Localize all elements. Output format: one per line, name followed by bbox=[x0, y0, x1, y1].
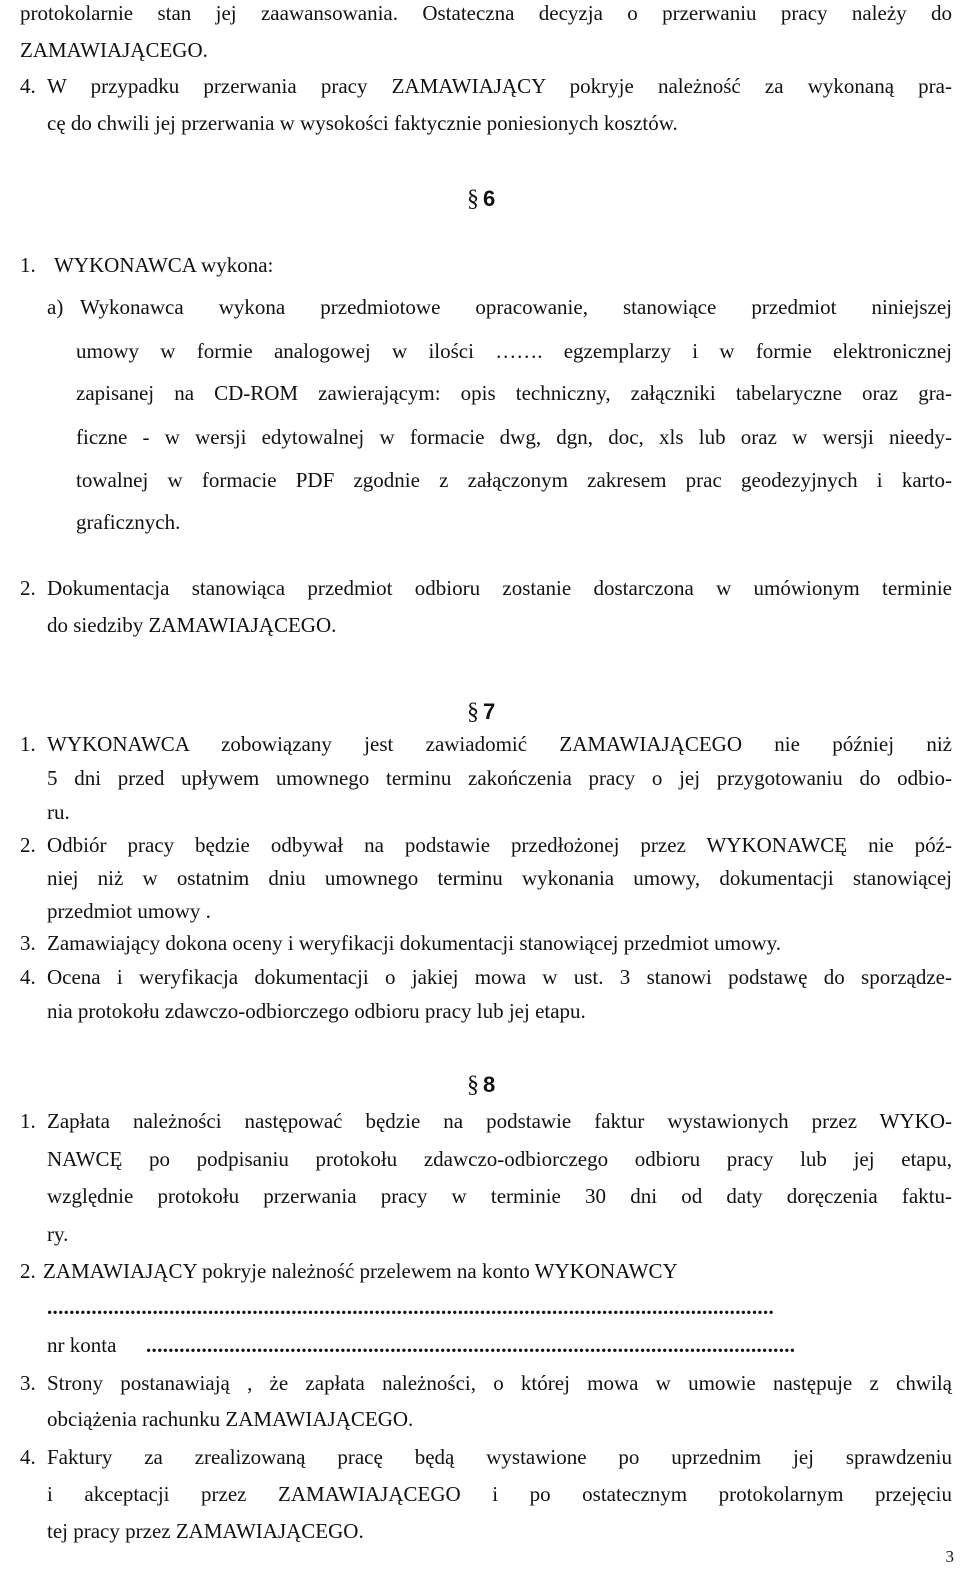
s8-item-3-line-1: Strony postanawiają , że zapłata należności, o której mowa w umowie następuje z chwilą bbox=[47, 1371, 952, 1395]
s8-item-4-line-1: Faktury za zrealizowaną pracę będą wystawione po uprzednim jej sprawdzeniu bbox=[47, 1445, 952, 1469]
section-8-heading bbox=[467, 1072, 495, 1098]
s8-item-1-number: 1. bbox=[20, 1109, 36, 1133]
section-6-number: 6 bbox=[483, 186, 496, 211]
intro-item-4-line-1: W przypadku przerwania pracy ZAMAWIAJĄCY pokryje należność za wykonaną pra- bbox=[47, 74, 952, 98]
s7-item-2-line-2: niej niż w ostatnim dniu umownego terminu wykonania umowy, dokumentacji stanowiącej bbox=[47, 866, 952, 890]
s6-item-2-number: 2. bbox=[20, 576, 36, 600]
s6-item-2-line-2: do siedziby ZAMAWIAJĄCEGO. bbox=[47, 613, 337, 637]
section-6-symbol: § bbox=[467, 186, 479, 212]
s7-item-4-line-2: nia protokołu zdawczo-odbiorczego odbioru pracy lub jej etapu. bbox=[47, 999, 586, 1023]
section-7-number: 7 bbox=[483, 699, 496, 724]
section-8-number: 8 bbox=[483, 1072, 496, 1097]
s6-item-a-line-2: umowy w formie analogowej w ilości ……. egzemplarzy i w formie elektronicznej bbox=[76, 339, 952, 363]
s8-item-3-number: 3. bbox=[20, 1371, 36, 1395]
s8-account-number-dots: ..................................................................................................................... bbox=[146, 1333, 796, 1357]
s8-item-1-line-4: ry. bbox=[47, 1222, 69, 1246]
s6-item-a-line-5: towalnej w formacie PDF zgodnie z załączonym zakresem prac geodezyjnych i karto- bbox=[76, 468, 952, 492]
s8-item-1-line-2: NAWCĘ po podpisaniu protokołu zdawczo-odbiorczego odbioru pracy lub jej etapu, bbox=[47, 1147, 952, 1171]
s7-item-2-line-3: przedmiot umowy . bbox=[47, 899, 211, 923]
s7-item-4-number: 4. bbox=[20, 965, 36, 989]
section-6-heading bbox=[467, 186, 495, 212]
s8-account-label: nr konta bbox=[47, 1333, 117, 1357]
s8-item-2-line-1: ZAMAWIAJĄCY pokryje należność przelewem na konto WYKONAWCY bbox=[43, 1259, 678, 1283]
intro-item-4-number: 4. bbox=[20, 74, 36, 98]
s8-item-1-line-1: Zapłata należności następować będzie na podstawie faktur wystawionych przez WYKO- bbox=[47, 1109, 952, 1133]
s8-account-dots-line: ................................................................................................................................... bbox=[47, 1295, 775, 1319]
s8-item-4-line-2: i akceptacji przez ZAMAWIAJĄCEGO i po ostatecznym protokolarnym przejęciu bbox=[47, 1482, 952, 1506]
s7-item-1-line-2: 5 dni przed upływem umownego terminu zakończenia pracy o jej przygotowaniu do odbio- bbox=[47, 766, 952, 790]
s7-item-1-line-3: ru. bbox=[47, 800, 70, 824]
s7-item-1-line-1: WYKONAWCA zobowiązany jest zawiadomić ZAMAWIAJĄCEGO nie później niż bbox=[47, 732, 952, 756]
section-8-symbol: § bbox=[467, 1072, 479, 1098]
s6-item-1-number: 1. bbox=[20, 253, 36, 277]
s6-item-a-line-6: graficznych. bbox=[76, 510, 181, 534]
page-number: 3 bbox=[945, 1547, 954, 1566]
s7-item-4-line-1: Ocena i weryfikacja dokumentacji o jakiej mowa w ust. 3 stanowi podstawę do sporządze- bbox=[47, 965, 952, 989]
s7-item-2-number: 2. bbox=[20, 833, 36, 857]
s8-item-4-line-3: tej pracy przez ZAMAWIAJĄCEGO. bbox=[47, 1519, 364, 1543]
s7-item-3-number: 3. bbox=[20, 931, 36, 955]
s7-item-3-line-1: Zamawiający dokona oceny i weryfikacji dokumentacji stanowiącej przedmiot umowy. bbox=[47, 931, 781, 955]
s8-item-4-number: 4. bbox=[20, 1445, 36, 1469]
s6-item-a-line-3: zapisanej na CD-ROM zawierającym: opis techniczny, załączniki tabelaryczne oraz gra- bbox=[76, 381, 952, 405]
s6-item-a-label: a) bbox=[47, 295, 64, 319]
s7-item-1-number: 1. bbox=[20, 732, 36, 756]
s7-item-2-line-1: Odbiór pracy będzie odbywał na podstawie przedłożonej przez WYKONAWCĘ nie póź- bbox=[47, 833, 952, 857]
section-7-symbol: § bbox=[467, 699, 479, 725]
intro-line-2: ZAMAWIAJĄCEGO. bbox=[20, 38, 208, 62]
s8-item-2-number: 2. bbox=[20, 1259, 36, 1283]
s6-item-2-line-1: Dokumentacja stanowiąca przedmiot odbioru zostanie dostarczona w umówionym terminie bbox=[47, 576, 952, 600]
s6-item-a-line-1: Wykonawca wykona przedmiotowe opracowanie, stanowiące przedmiot niniejszej bbox=[80, 295, 952, 319]
s8-item-3-line-2: obciążenia rachunku ZAMAWIAJĄCEGO. bbox=[47, 1407, 414, 1431]
s6-item-1-text: WYKONAWCA wykona: bbox=[54, 253, 274, 277]
intro-line-1: protokolarnie stan jej zaawansowania. Ostateczna decyzja o przerwaniu pracy należy do bbox=[20, 1, 952, 25]
section-7-heading bbox=[467, 699, 495, 725]
s6-item-a-line-4: ficzne - w wersji edytowalnej w formacie dwg, dgn, doc, xls lub oraz w wersji nieedy- bbox=[76, 425, 952, 449]
intro-item-4-line-2: cę do chwili jej przerwania w wysokości faktycznie poniesionych kosztów. bbox=[47, 111, 678, 135]
s8-item-1-line-3: względnie protokołu przerwania pracy w terminie 30 dni od daty doręczenia faktu- bbox=[47, 1184, 952, 1208]
